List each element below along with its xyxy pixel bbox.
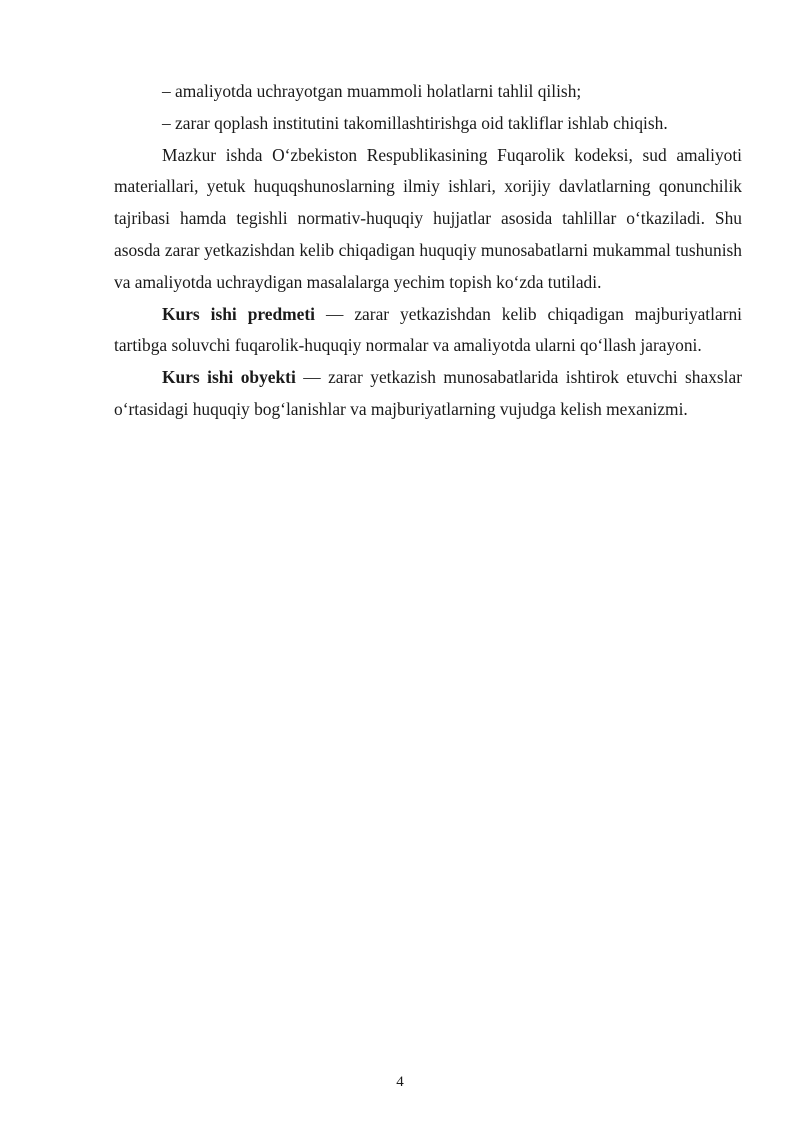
- subject-text: — zarar yetkazishdan kelib chiqadigan majburiyatlarni tartibga soluvchi fuqarolik-huquqiy normalar va amaliyotda ularni qo‘llash jarayoni.: [114, 303, 742, 356]
- list-item-analysis: – amaliyotda uchrayotgan muammoli holatlarni tahlil qilish;: [162, 81, 582, 101]
- list-item-proposals: – zarar qoplash institutini takomillashtirishga oid takliflar ishlab chiqish.: [162, 112, 668, 133]
- subject-label: Kurs ishi predmeti: [162, 303, 316, 324]
- document-body: [114, 76, 742, 426]
- paragraph-object: [114, 362, 742, 426]
- paragraph-subject: [114, 299, 742, 363]
- object-text: — zarar yetkazish munosabatlarida ishtirok etuvchi shaxslar o‘rtasidagi huquqiy bog‘lanishlar va majburiyatlarning vujudga kelish mexanizmi.: [114, 367, 743, 419]
- page-number: 4: [396, 1074, 404, 1090]
- object-label: Kurs ishi obyekti: [162, 367, 296, 388]
- paragraph-main: Mazkur ishda O‘zbekiston Respublikasining Fuqarolik kodeksi, sud amaliyoti materiallari, yetuk huquqshunoslarning ilmiy ishlari, xorijiy davlatlarning qonunchilik tajribasi hamda tegishli normativ-huquqiy hujjatlar asosida tahlillar o‘tkaziladi. Shu asosda zarar yetkazishdan kelib chiqadigan huquqiy munosabatlarni mukammal tushunish va amaliyotda uchraydigan masalalarga yechim topish ko‘zda tutiladi.: [114, 144, 742, 292]
